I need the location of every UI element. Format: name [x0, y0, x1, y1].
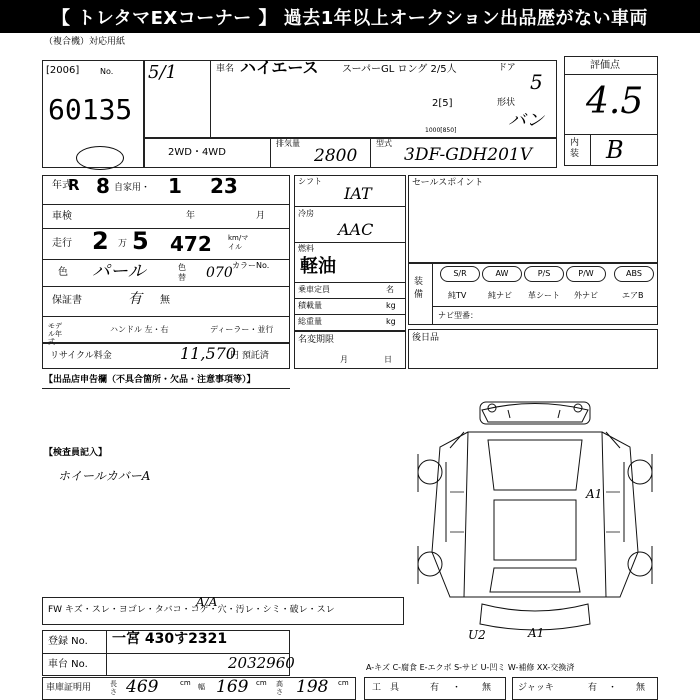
shape: バン: [508, 110, 544, 131]
tools-yes: 有: [430, 683, 440, 693]
car-name-label: 車名: [216, 64, 235, 74]
ac-label: 冷房: [298, 209, 314, 218]
height-value: 198: [296, 677, 329, 697]
frame-no-label: 車台 No.: [48, 659, 88, 670]
lot-year-tag: [2006]: [46, 65, 80, 76]
tools-no: 無: [482, 683, 492, 693]
date-handwritten: 5/1: [148, 62, 177, 83]
r-label: R: [68, 176, 80, 194]
inspector-note: ホイールカバーA: [58, 469, 151, 483]
car-name: ハイエース: [240, 58, 319, 77]
reg-day: 23: [210, 174, 238, 198]
length-cm: cm: [180, 679, 191, 687]
height-cm: cm: [338, 679, 349, 687]
door-label: ドア: [498, 63, 516, 73]
equip-pill-pw: P/W: [566, 266, 606, 282]
damage-mark-a1-rear: A1: [528, 626, 545, 640]
name-change-day: 日: [384, 355, 392, 364]
car-diagram: [410, 392, 660, 642]
equip-item-ext-navi: 外ナビ: [574, 291, 598, 300]
color-label: 色: [58, 267, 68, 278]
inspector-title: 【検査員記入】: [44, 448, 108, 458]
gross-unit: kg: [386, 317, 396, 326]
recycle-label: リサイクル料金: [50, 351, 112, 361]
dealer: ディーラー・並行: [210, 325, 274, 334]
equip-item-leather: 革シート: [528, 291, 560, 300]
inspection-label: 車検: [52, 211, 72, 222]
color-change-label: 色替: [178, 263, 186, 282]
drive-type: 2WD・4WD: [168, 147, 226, 158]
warranty-no: 無: [160, 295, 170, 306]
equipment-label: 装備: [414, 277, 424, 300]
jack-no: 無: [636, 683, 646, 693]
capacity-unit: 名: [386, 285, 394, 294]
mileage-tail: 472: [170, 232, 212, 256]
man-unit: 万: [118, 239, 128, 249]
jack-dot: ・: [608, 683, 618, 693]
inspection-year-unit: 年: [186, 211, 196, 221]
page-banner: 【 トレタマEXコーナー 】 過去1年以上オークション出品歴がない車両: [0, 0, 700, 33]
interior-condition-text: FW キズ・スレ・ヨゴレ・タバコ・コゲ・穴・汚レ・シミ・破レ・スレ: [48, 605, 335, 615]
shape-label: 形状: [497, 98, 516, 108]
model-code: 3DF-GDH201V: [404, 145, 532, 165]
interior-condition-mark: A/A: [196, 595, 218, 609]
reg-year: 8: [96, 174, 110, 198]
reg-no-label: 登録 No.: [48, 636, 88, 647]
header-note: （複合機）対応用紙: [44, 37, 126, 47]
lot-number: 60135: [48, 93, 133, 126]
equip-pill-sr: S/R: [440, 266, 480, 282]
interior-score: B: [606, 136, 624, 164]
fuel: 軽油: [300, 256, 336, 277]
model-year-label: モデル年式: [48, 322, 62, 346]
shift: IAT: [344, 184, 372, 203]
jack-yes: 有: [588, 683, 598, 693]
later-items-box: [408, 329, 658, 369]
dim-label: 車庫証明用: [46, 683, 92, 693]
width-label: 幅: [198, 683, 205, 691]
sales-point-label: セールスポイント: [412, 178, 484, 188]
mileage-rest: 5: [132, 227, 149, 255]
recycle-value: 11,570: [180, 344, 236, 363]
shift-label: シフト: [298, 177, 322, 186]
damage-mark-a1-side: A1: [586, 487, 603, 501]
equip-item-navi: 純ナビ: [488, 291, 512, 300]
equip-pill-aw: AW: [482, 266, 522, 282]
gross-label: 総重量: [298, 317, 322, 326]
reg-purpose: 自家用・: [114, 183, 151, 193]
score-label: 評価点: [590, 60, 620, 71]
handle: ハンドル 左・右: [110, 325, 169, 334]
name-change-label: 名変期限: [298, 335, 335, 345]
tools-dot: ・: [452, 683, 462, 693]
score-value: 4.5: [586, 81, 644, 122]
warranty-label: 保証書: [52, 295, 82, 306]
equip-pill-ps: P/S: [524, 266, 564, 282]
displacement: 2800: [314, 146, 358, 166]
reg-month: 1: [168, 174, 182, 198]
height-label: 高さ: [276, 680, 283, 696]
inspection-month-unit: 月: [256, 211, 266, 221]
damage-legend: A-キズ C-腐食 E-エクボ S-サビ U-凹ミ W-補修 XX-交換済: [366, 663, 575, 672]
damage-mark-u2: U2: [468, 628, 486, 642]
interior-label: 内装: [570, 138, 580, 159]
name-change-month: 月: [340, 355, 348, 364]
later-items-label: 後日品: [412, 333, 440, 343]
color-no: 070: [206, 265, 233, 281]
lot-circle: [76, 146, 124, 170]
color: パール: [92, 261, 146, 282]
recycle-unit: 円 預託済: [230, 351, 269, 361]
equip-item-tv: 純TV: [448, 291, 467, 300]
width-value: 169: [216, 677, 249, 697]
length-value: 469: [126, 677, 159, 697]
mileage-10k: 2: [92, 227, 109, 255]
reg-no-value: 一宮 430す2321: [112, 631, 228, 647]
width-cm: cm: [256, 679, 267, 687]
load-label: 積載量: [298, 301, 322, 310]
seats: 2[5]: [432, 98, 453, 109]
load-capacity: 1000[850]: [425, 127, 457, 134]
km-unit: km/マイル: [228, 234, 249, 251]
warranty-yes: 有: [128, 291, 142, 307]
door-count: 5: [530, 70, 543, 94]
displacement-label: 排気量: [276, 139, 300, 148]
lot-no-label: No.: [100, 67, 114, 76]
capacity-label: 乗車定員: [298, 285, 330, 294]
equip-pill-abs: ABS: [614, 266, 654, 282]
tools-label: 工 具: [372, 683, 400, 693]
year-label: 年式: [52, 180, 72, 191]
color-no-head: カラーNo.: [232, 261, 270, 270]
ac: AAC: [338, 220, 374, 239]
fuel-label: 燃料: [298, 244, 314, 253]
length-label: 長さ: [110, 680, 117, 696]
car-grade: スーパーGL ロング 2/5人: [342, 64, 457, 75]
model-label: 型式: [376, 139, 392, 148]
sales-point-box: [408, 175, 658, 263]
jack-label: ジャッキ: [518, 683, 554, 693]
frame-no-value: 2032960: [228, 654, 295, 672]
navi-model-label: ナビ型番：: [438, 311, 478, 320]
remarks-title: 【出品店申告欄（不具合箇所・欠品・注意事項等）】: [44, 375, 256, 385]
mileage-label: 走行: [52, 238, 72, 249]
equip-item-airbag: エアB: [622, 291, 644, 300]
load-unit: kg: [386, 301, 396, 310]
